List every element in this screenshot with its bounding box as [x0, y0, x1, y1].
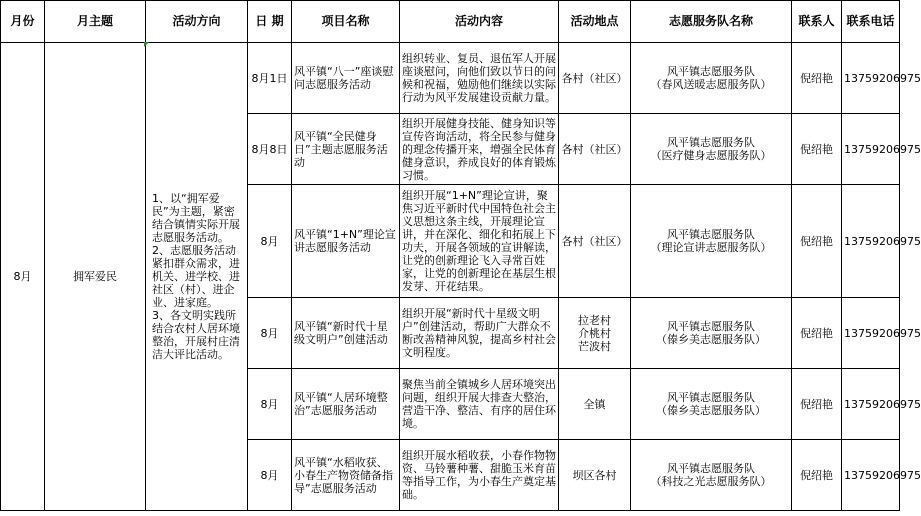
team-cell: 风平镇志愿服务队 （傣乡美志愿服务队） — [631, 369, 792, 440]
content-cell: 组织开展“新时代十星级文明户”创建活动，帮助广大群众不断改善精神风貌，提高乡村社会文明程度。 — [400, 298, 559, 369]
project-cell: 风平镇“人居环境整治”志愿服务活动 — [292, 369, 400, 440]
content-cell: 组织开展“1+N”理论宣讲，聚焦习近平新时代中国特色社会主义思想这条主线，开展理论宣讲，并在深化、细化和拓展上下功夫，开展各领域的宣讲解读，让党的创新理论飞入寻常百姓家，让党的创新理论在基层生根发芽、开花结果。 — [400, 185, 559, 298]
header-direction: 活动方向 — [146, 1, 248, 43]
header-content: 活动内容 — [400, 1, 559, 43]
header-month: 月份 — [1, 1, 45, 43]
phone-cell: 13759206975 — [842, 440, 900, 511]
location-cell: 各村（社区） — [559, 43, 631, 114]
location-cell: 各村（社区） — [559, 185, 631, 298]
location-cell: 拉老村 介桃村 芒波村 — [559, 298, 631, 369]
content-cell: 组织开展健身技能、健身知识等宣传咨询活动，将全民参与健身的理念传播开来，增强全民体育健身意识，养成良好的体育锻炼习惯。 — [400, 114, 559, 185]
header-project: 项目名称 — [292, 1, 400, 43]
month-cell: 8月 — [1, 43, 45, 511]
team-cell: 风平镇志愿服务队 （医疗健身志愿服务队） — [631, 114, 792, 185]
project-cell: 风平镇“全民健身日”主题志愿服务活动 — [292, 114, 400, 185]
date-cell: 8月 — [248, 185, 292, 298]
phone-cell: 13759206975 — [842, 114, 900, 185]
date-cell: 8月1日 — [248, 43, 292, 114]
header-contact: 联系人 — [792, 1, 842, 43]
direction-cell: 1、以“拥军爱民”为主题，紧密结合镇情实际开展志愿服务活动。 2、志愿服务活动紧扣群众需求，进机关、进学校、进社区（村）、进企业、进家庭。 3、各文明实践所结合农村人居环境整治，开展村庄清洁大评比活动。 — [146, 43, 248, 511]
header-row — [1, 1, 900, 43]
location-cell: 坝区各村 — [559, 440, 631, 511]
content-cell: 组织开展水稻收获，小春作物物资、马铃薯种薯、甜脆玉米育苗等指导工作，为小春生产奠定基础。 — [400, 440, 559, 511]
phone-cell: 13759206975 — [842, 43, 900, 114]
date-cell: 8月 — [248, 440, 292, 511]
project-cell: 风平镇“八一”座谈慰问志愿服务活动 — [292, 43, 400, 114]
header-theme: 月主题 — [45, 1, 146, 43]
date-cell: 8月 — [248, 298, 292, 369]
header-location: 活动地点 — [559, 1, 631, 43]
date-cell: 8月8日 — [248, 114, 292, 185]
project-cell: 风平镇“水稻收获、小春生产物资储备指导”志愿服务活动 — [292, 440, 400, 511]
phone-cell: 13759206975 — [842, 298, 900, 369]
team-cell: 风平镇志愿服务队 （傣乡美志愿服务队） — [631, 298, 792, 369]
header-date: 日 期 — [248, 1, 292, 43]
content-cell: 组织转业、复员、退伍军人开展座谈慰问，向他们致以节日的问候和祝福，勉励他们继续以实际行动为风平发展建设贡献力量。 — [400, 43, 559, 114]
contact-cell: 倪绍艳 — [792, 185, 842, 298]
header-phone: 联系电话 — [842, 1, 900, 43]
content-cell: 聚焦当前全镇城乡人居环境突出问题，组织开展大排查大整治，营造干净、整洁、有序的居住环境。 — [400, 369, 559, 440]
contact-cell: 倪绍艳 — [792, 43, 842, 114]
phone-cell: 13759206975 — [842, 185, 900, 298]
header-team: 志愿服务队名称 — [631, 1, 792, 43]
contact-cell: 倪绍艳 — [792, 369, 842, 440]
contact-cell: 倪绍艳 — [792, 298, 842, 369]
table-row — [1, 43, 900, 114]
phone-cell: 13759206975 — [842, 369, 900, 440]
team-cell: 风平镇志愿服务队 （理论宣讲志愿服务队） — [631, 185, 792, 298]
location-cell: 全镇 — [559, 369, 631, 440]
contact-cell: 倪绍艳 — [792, 114, 842, 185]
comment-indicator-icon — [144, 42, 149, 47]
project-cell: 风平镇“新时代十星级文明户”创建活动 — [292, 298, 400, 369]
contact-cell: 倪绍艳 — [792, 440, 842, 511]
team-cell: 风平镇志愿服务队 （春风送暖志愿服务队） — [631, 43, 792, 114]
date-cell: 8月 — [248, 369, 292, 440]
project-cell: 风平镇“1+N”理论宣讲志愿服务活动 — [292, 185, 400, 298]
team-cell: 风平镇志愿服务队 （科技之光志愿服务队） — [631, 440, 792, 511]
theme-cell: 拥军爱民 — [45, 43, 146, 511]
location-cell: 各村（社区） — [559, 114, 631, 185]
